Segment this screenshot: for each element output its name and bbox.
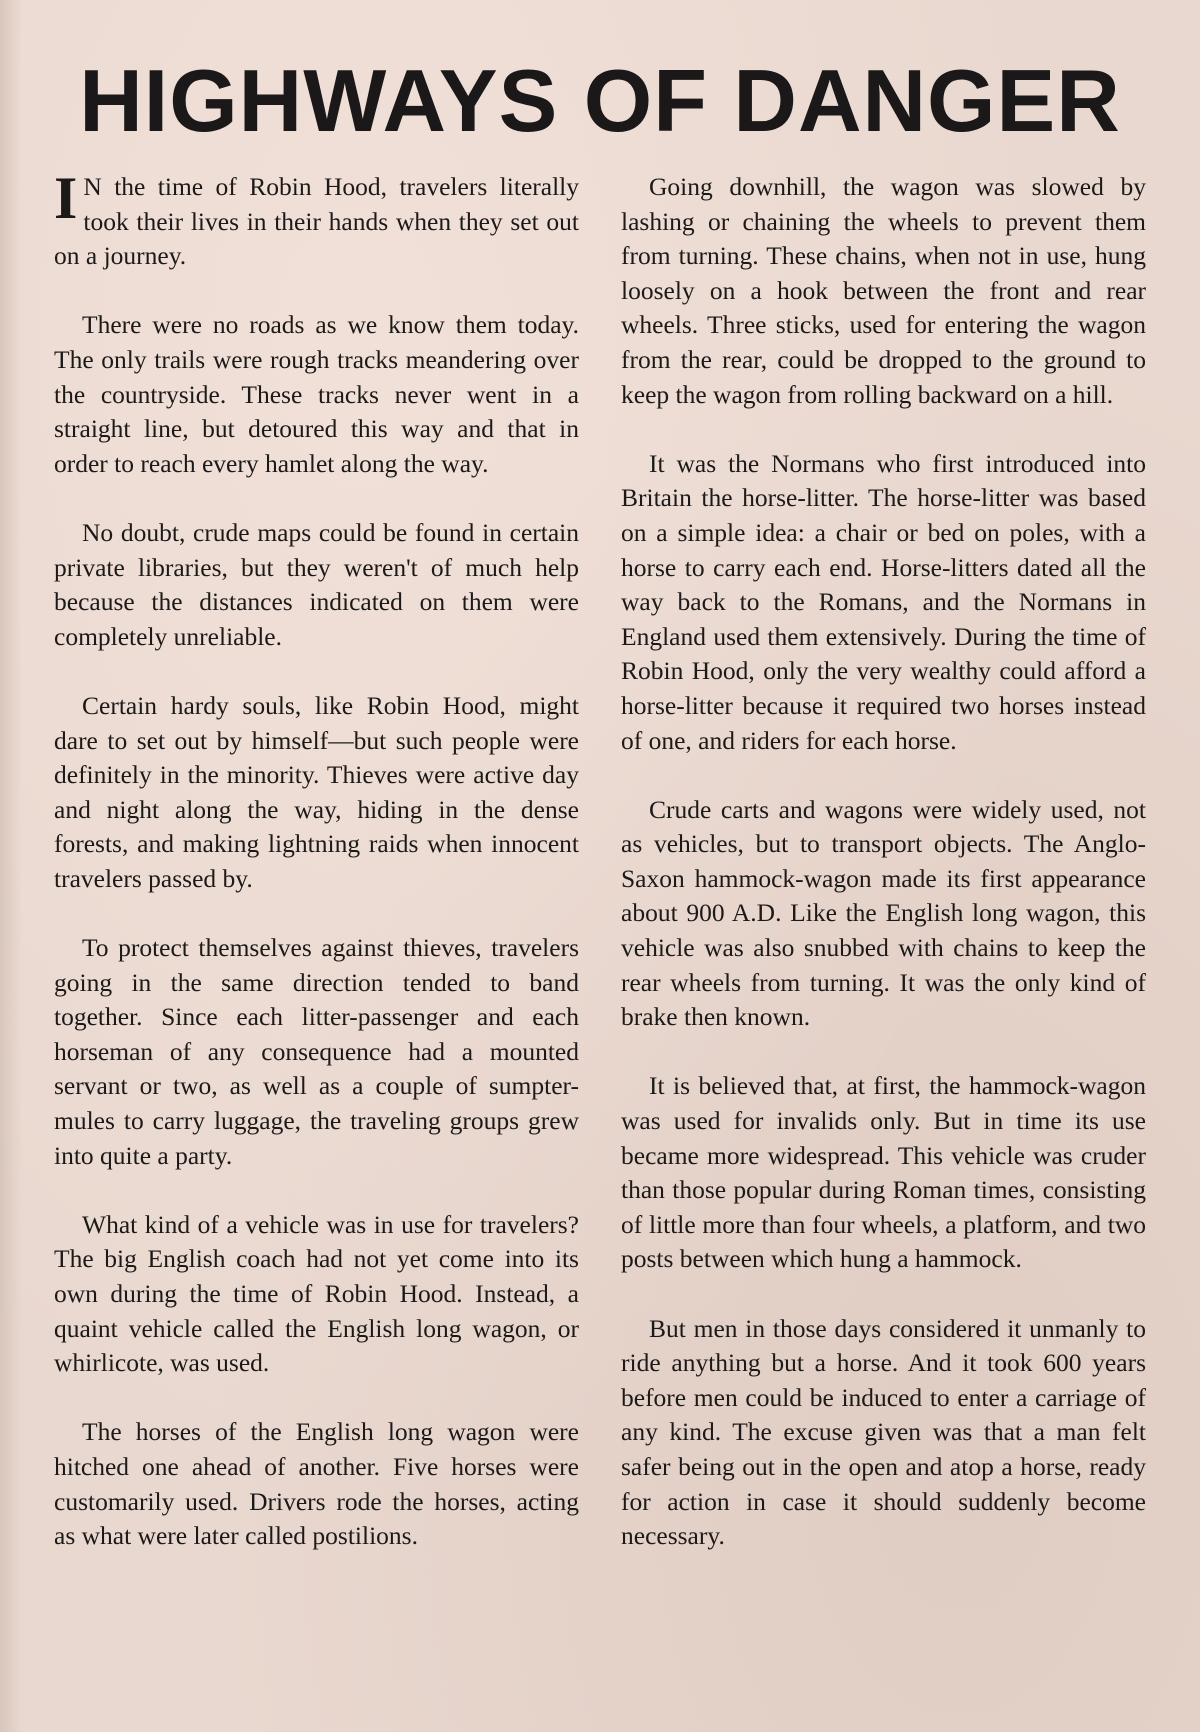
paragraph-carriage: But men in those days considered it unmanly to ride anything but a horse. And it took 600 years before men could be induced to enter a carriage of any kind. The excuse given was that a man felt safer being out in the open and atop a horse, ready for action in case it should suddenly become necessary.: [621, 1313, 1146, 1551]
left-column: [54, 165, 579, 1588]
paragraph-vehicle: What kind of a vehicle was in use for travelers? The big English coach had not yet come into its own during the time of Robin Hood. Instead, a quaint vehicle called the English long wagon, or whirlicote, was used.: [54, 1209, 579, 1378]
paragraph-thieves: Certain hardy souls, like Robin Hood, might dare to set out by himself—but such people were definitely in the minority. Thieves were active day and night along the way, hiding in the dense forests, and making lightning raids when innocent travelers passed by.: [54, 690, 579, 893]
drop-cap: I: [54, 165, 78, 231]
opening-paragraph-text: N the time of Robin Hood, travelers literally took their lives in their hands when they set out on a journey.: [54, 172, 579, 271]
page-edge-shadow: [0, 0, 22, 1732]
opening-paragraph: [54, 165, 579, 274]
article-title: HIGHWAYS OF DANGER: [79, 51, 1121, 150]
paragraph-band-together: To protect themselves against thieves, travelers going in the same direction tended to band together. Since each litter-passenger and each horseman of any consequence had a mounted servant or two, as well as a couple of sumpter-mules to carry luggage, the traveling groups grew into quite a party.: [54, 933, 579, 1170]
paragraph-downhill: Going downhill, the wagon was slowed by lashing or chaining the wheels to prevent them from turning. These chains, when not in use, hung loosely on a hook between the front and rear wheels. Three sticks, used for entering the wagon from the rear, could be dropped to the ground to keep the wagon from rolling backward on a hill.: [621, 172, 1146, 409]
paragraph-hammock-wagon: It is believed that, at first, the hammock-wagon was used for invalids only. But in time its use became more widespread. This vehicle was cruder than those popular during Roman times, consisting of little more than four wheels, a platform, and two posts between which hung a hammock.: [621, 1071, 1146, 1274]
paragraph-horse-litter: It was the Normans who first introduced into Britain the horse-litter. The horse-litter was based on a simple idea: a chair or bed on poles, with a horse to carry each end. Horse-litters dated all the way back to the Romans, and the Normans in England used them extensively. During the time of Robin Hood, only the very wealthy could afford a horse-litter because it required two horses instead of one, and riders for each horse.: [621, 448, 1146, 755]
paragraph-roads: There were no roads as we know them today. The only trails were rough tracks meandering over the countryside. These tracks never went in a straight line, but detoured this way and that in order to reach every hamlet along the way.: [54, 310, 579, 478]
right-column: [621, 170, 1146, 1588]
paragraph-carts: Crude carts and wagons were widely used, not as vehicles, but to transport objects. The Anglo-Saxon hammock-wagon made its first appearance about 900 A.D. Like the English long wagon, this vehicle was also snubbed with chains to keep the rear wheels from turning. It was the only kind of brake then known.: [621, 794, 1146, 1032]
paragraph-horses: The horses of the English long wagon were hitched one ahead of another. Five horses were customarily used. Drivers rode the horses, acting as what were later called postilions.: [54, 1417, 579, 1551]
paragraph-maps: No doubt, crude maps could be found in certain private libraries, but they weren't of much help because the distances indicated on them were completely unreliable.: [54, 517, 579, 651]
